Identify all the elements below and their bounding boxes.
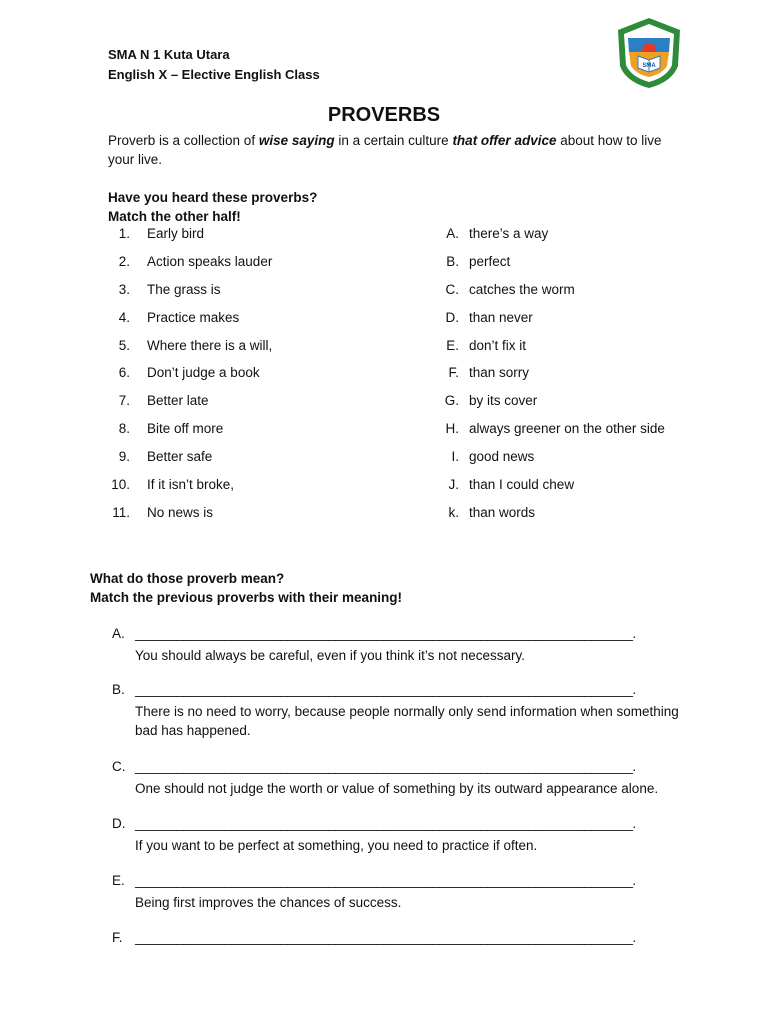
ending-letter: A.	[446, 226, 459, 241]
proverb-number: 2.	[118, 253, 130, 269]
answer-blank[interactable]: ________________________________________________________________________.	[135, 816, 636, 831]
proverb-row	[108, 365, 708, 393]
ending-letter: C.	[445, 281, 459, 297]
ending-letter: I.	[451, 449, 459, 465]
proverb-row	[108, 449, 708, 477]
proverb-number: 3.	[118, 281, 130, 297]
ending-letter: G.	[444, 393, 459, 409]
meaning-letter: C.	[112, 759, 126, 774]
proverb-ending: catches the worm	[469, 281, 575, 297]
proverb-number: 5.	[118, 337, 130, 353]
proverb-start: If it isn’t broke,	[147, 477, 235, 493]
proverb-start: Early bird	[147, 226, 205, 241]
proverb-ending: than I could chew	[469, 477, 575, 493]
meaning-text: If you want to be perfect at something, you need to practice if often.	[135, 838, 538, 853]
proverb-number: 10.	[111, 477, 130, 493]
ending-letter: k.	[448, 504, 459, 520]
proverb-number: 4.	[118, 309, 130, 325]
section2-instruction: Match the previous proverbs with their meaning!	[90, 590, 403, 605]
proverb-number: 1.	[118, 226, 130, 241]
proverb-row	[108, 421, 708, 449]
proverb-ending: than never	[469, 309, 533, 325]
section2-question: What do those proverb mean?	[90, 571, 285, 586]
proverb-row	[108, 226, 708, 254]
answer-blank[interactable]: ________________________________________________________________________.	[135, 873, 636, 888]
proverb-start: Better safe	[147, 449, 213, 465]
proverb-row	[108, 310, 708, 338]
logo-text: SMA	[642, 63, 656, 69]
meaning-letter: B.	[112, 682, 125, 697]
meaning-letter: F.	[112, 930, 123, 945]
proverb-row	[108, 338, 708, 366]
meaning-letter: A.	[112, 626, 125, 641]
proverb-matching-list	[108, 226, 708, 533]
proverb-number: 8.	[118, 421, 130, 437]
answer-blank[interactable]: ________________________________________________________________________.	[135, 682, 636, 697]
course-name: English X – Elective English Class	[108, 67, 320, 82]
proverb-row	[108, 505, 708, 533]
proverb-start: Bite off more	[147, 421, 224, 437]
proverb-ending: good news	[469, 449, 535, 465]
school-name: SMA N 1 Kuta Utara	[108, 47, 230, 62]
proverb-start: No news is	[147, 504, 214, 520]
proverb-start: Practice makes	[147, 309, 240, 325]
answer-blank[interactable]: ________________________________________________________________________.	[135, 930, 636, 945]
proverb-ending: than sorry	[469, 365, 530, 381]
meaning-letter: E.	[112, 873, 125, 888]
proverb-start: Don’t judge a book	[147, 365, 260, 381]
proverb-row	[108, 254, 708, 282]
answer-blank[interactable]: ________________________________________________________________________.	[135, 626, 636, 641]
proverb-start: The grass is	[147, 281, 221, 297]
proverb-ending: don’t fix it	[469, 337, 527, 353]
section1-question: Have you heard these proverbs?	[108, 190, 318, 205]
ending-letter: J.	[448, 477, 459, 493]
proverb-ending: than words	[469, 504, 536, 520]
proverb-ending: by its cover	[469, 393, 538, 409]
meaning-text: You should always be careful, even if you think it’s not necessary.	[135, 648, 525, 663]
proverb-start: Action speaks lauder	[147, 253, 273, 269]
proverb-ending: there’s a way	[469, 226, 549, 241]
proverb-number: 6.	[118, 365, 130, 381]
page-title: PROVERBS	[327, 104, 441, 126]
proverb-ending: always greener on the other side	[469, 421, 665, 437]
proverb-number: 9.	[118, 449, 130, 465]
meaning-text: There is no need to worry, because people normally only send information when something bad has happened.	[135, 704, 679, 738]
proverb-start: Where there is a will,	[147, 337, 273, 353]
proverb-row	[108, 477, 708, 505]
intro-paragraph: Proverb is a collection of wise saying in a certain culture that offer advice about how to live your live.	[108, 133, 662, 167]
meaning-text: One should not judge the worth or value of something by its outward appearance alone.	[135, 781, 659, 796]
school-header	[108, 45, 320, 85]
ending-letter: D.	[445, 309, 459, 325]
meaning-text: Being first improves the chances of success.	[135, 895, 402, 910]
proverb-number: 11.	[112, 504, 130, 520]
ending-letter: E.	[446, 337, 459, 353]
proverb-number: 7.	[118, 393, 130, 409]
proverb-row	[108, 393, 708, 421]
ending-letter: B.	[446, 253, 459, 269]
answer-blank[interactable]: ________________________________________________________________________.	[135, 759, 636, 774]
proverb-start: Better late	[147, 393, 209, 409]
section1-instructions	[108, 188, 317, 226]
ending-letter: F.	[448, 365, 459, 381]
section2-instructions	[90, 569, 402, 607]
meaning-letter: D.	[112, 816, 126, 831]
ending-letter: H.	[445, 421, 459, 437]
proverb-row	[108, 282, 708, 310]
section1-instruction: Match the other half!	[108, 209, 241, 224]
school-logo	[612, 16, 686, 90]
proverb-ending: perfect	[469, 253, 511, 269]
